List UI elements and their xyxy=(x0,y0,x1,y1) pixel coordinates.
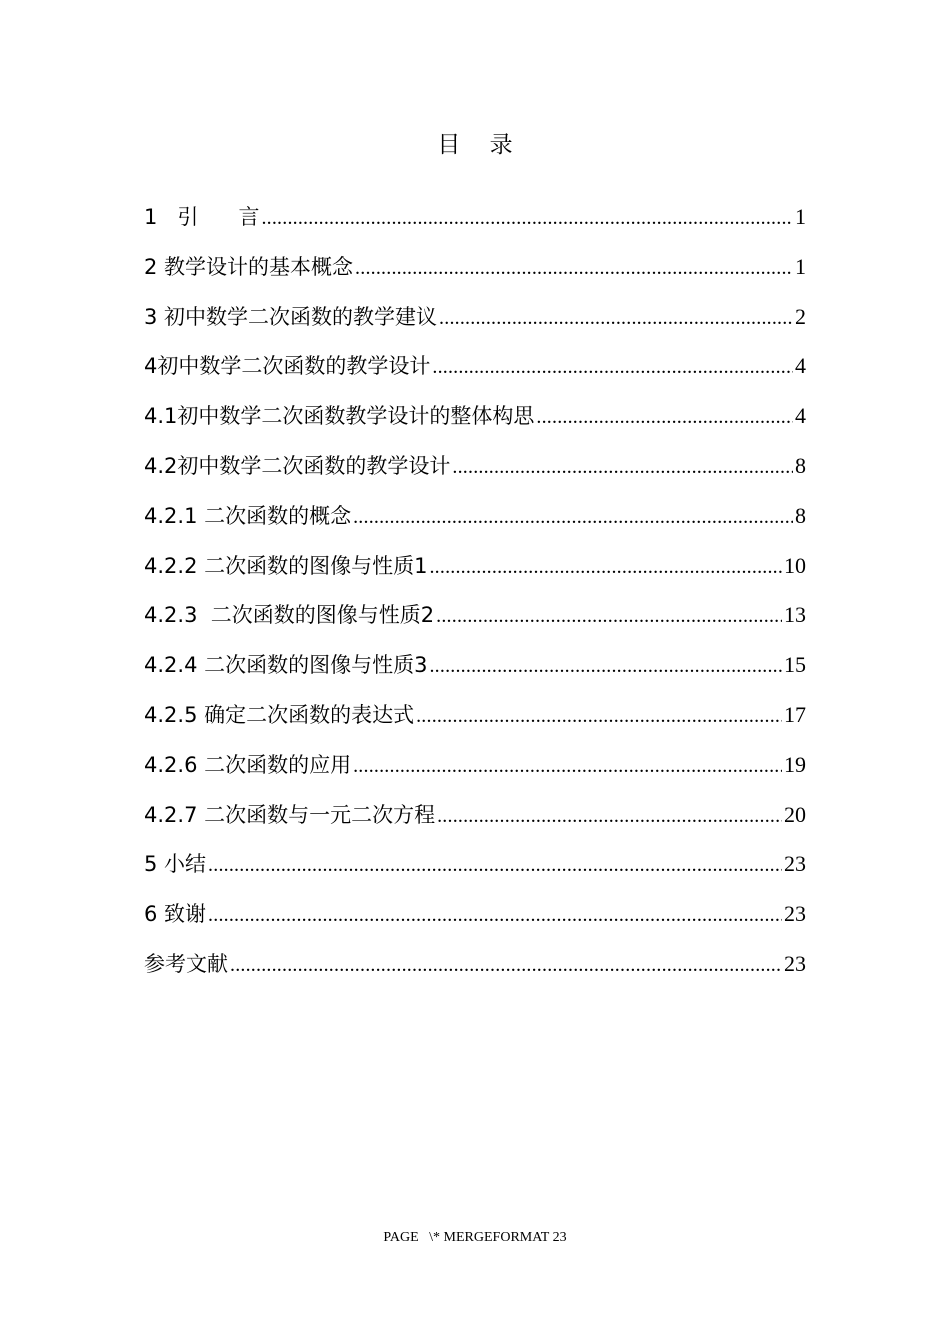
page-footer: PAGE \* MERGEFORMAT 23 xyxy=(383,1230,567,1245)
toc-entry-title: 2 教学设计的基本概念 xyxy=(144,254,354,279)
toc-entry-title: 4.2.6 二次函数的应用 xyxy=(144,752,352,777)
toc-entry[interactable] xyxy=(144,491,806,541)
toc-entry-title: 参考文献 xyxy=(144,951,228,976)
toc-dot-leader xyxy=(355,244,793,294)
toc-dot-leader xyxy=(353,493,793,543)
toc-entry-title: 5 小结 xyxy=(144,852,207,877)
toc-entry-title: 4.1初中数学二次函数教学设计的整体构思 xyxy=(144,404,535,429)
toc-entry[interactable] xyxy=(144,590,806,640)
toc-entry[interactable] xyxy=(144,192,806,242)
toc-entry-title: 4.2.2 二次函数的图像与性质1 xyxy=(144,553,428,578)
toc-title: 目 录 xyxy=(437,132,513,158)
toc-dot-leader xyxy=(353,742,782,792)
toc-entry[interactable] xyxy=(144,441,806,491)
toc-entry[interactable] xyxy=(144,690,806,740)
toc-entry-page: 4 xyxy=(795,353,806,379)
toc-dot-leader xyxy=(230,941,782,991)
toc-entry-page: 23 xyxy=(784,901,806,927)
toc-dot-leader xyxy=(208,891,782,941)
toc-entry[interactable] xyxy=(144,939,806,989)
toc-entry[interactable] xyxy=(144,839,806,889)
toc-entry-title: 6 致谢 xyxy=(144,902,207,927)
toc-entry[interactable] xyxy=(144,541,806,591)
toc-entry-title: 4初中数学二次函数的教学设计 xyxy=(144,354,431,379)
toc-entry-page: 19 xyxy=(784,751,806,777)
toc-entry-title: 4.2.5 确定二次函数的表达式 xyxy=(144,702,415,727)
toc-entry[interactable] xyxy=(144,740,806,790)
toc-entry-page: 15 xyxy=(784,652,806,678)
toc-entry-page: 17 xyxy=(784,701,806,727)
toc-dot-leader xyxy=(429,543,782,593)
toc-dot-leader xyxy=(437,792,782,842)
toc-dot-leader xyxy=(536,393,793,443)
toc-entry-page: 8 xyxy=(795,502,806,528)
toc-entry-title: 4.2.7 二次函数与一元二次方程 xyxy=(144,802,436,827)
toc-entry-page: 20 xyxy=(784,801,806,827)
toc-entry-page: 4 xyxy=(795,403,806,429)
toc-entry[interactable] xyxy=(144,391,806,441)
toc-dot-leader xyxy=(429,642,782,692)
toc-entry[interactable] xyxy=(144,790,806,840)
toc-entry-page: 2 xyxy=(795,303,806,329)
toc-entry-title: 4.2.1 二次函数的概念 xyxy=(144,503,352,528)
toc-dot-leader xyxy=(261,194,793,244)
toc-dot-leader xyxy=(416,692,782,742)
toc-entry[interactable] xyxy=(144,889,806,939)
toc-dot-leader xyxy=(452,443,793,493)
toc-entry-page: 8 xyxy=(795,452,806,478)
toc-entry[interactable] xyxy=(144,640,806,690)
toc-entry[interactable] xyxy=(144,341,806,391)
toc-entry-page: 1 xyxy=(795,204,806,229)
toc-entry-title: 1 引 言 xyxy=(144,205,260,229)
toc-entry-title: 4.2初中数学二次函数的教学设计 xyxy=(144,453,451,478)
toc-entry-page: 1 xyxy=(795,253,806,279)
toc-dot-leader xyxy=(208,841,782,891)
toc-entry-page: 10 xyxy=(784,552,806,578)
toc-entry-page: 23 xyxy=(784,950,806,976)
toc-entry-page: 13 xyxy=(784,602,806,628)
toc-entry-page: 23 xyxy=(784,851,806,877)
table-of-contents xyxy=(144,192,806,989)
toc-entry[interactable] xyxy=(144,292,806,342)
toc-dot-leader xyxy=(436,592,782,642)
toc-entry-title: 4.2.4 二次函数的图像与性质3 xyxy=(144,653,428,678)
toc-dot-leader xyxy=(432,343,793,393)
toc-entry-title: 3 初中数学二次函数的教学建议 xyxy=(144,304,438,329)
toc-dot-leader xyxy=(439,294,793,344)
toc-entry-title: 4.2.3 二次函数的图像与性质2 xyxy=(144,603,435,628)
toc-entry[interactable] xyxy=(144,242,806,292)
